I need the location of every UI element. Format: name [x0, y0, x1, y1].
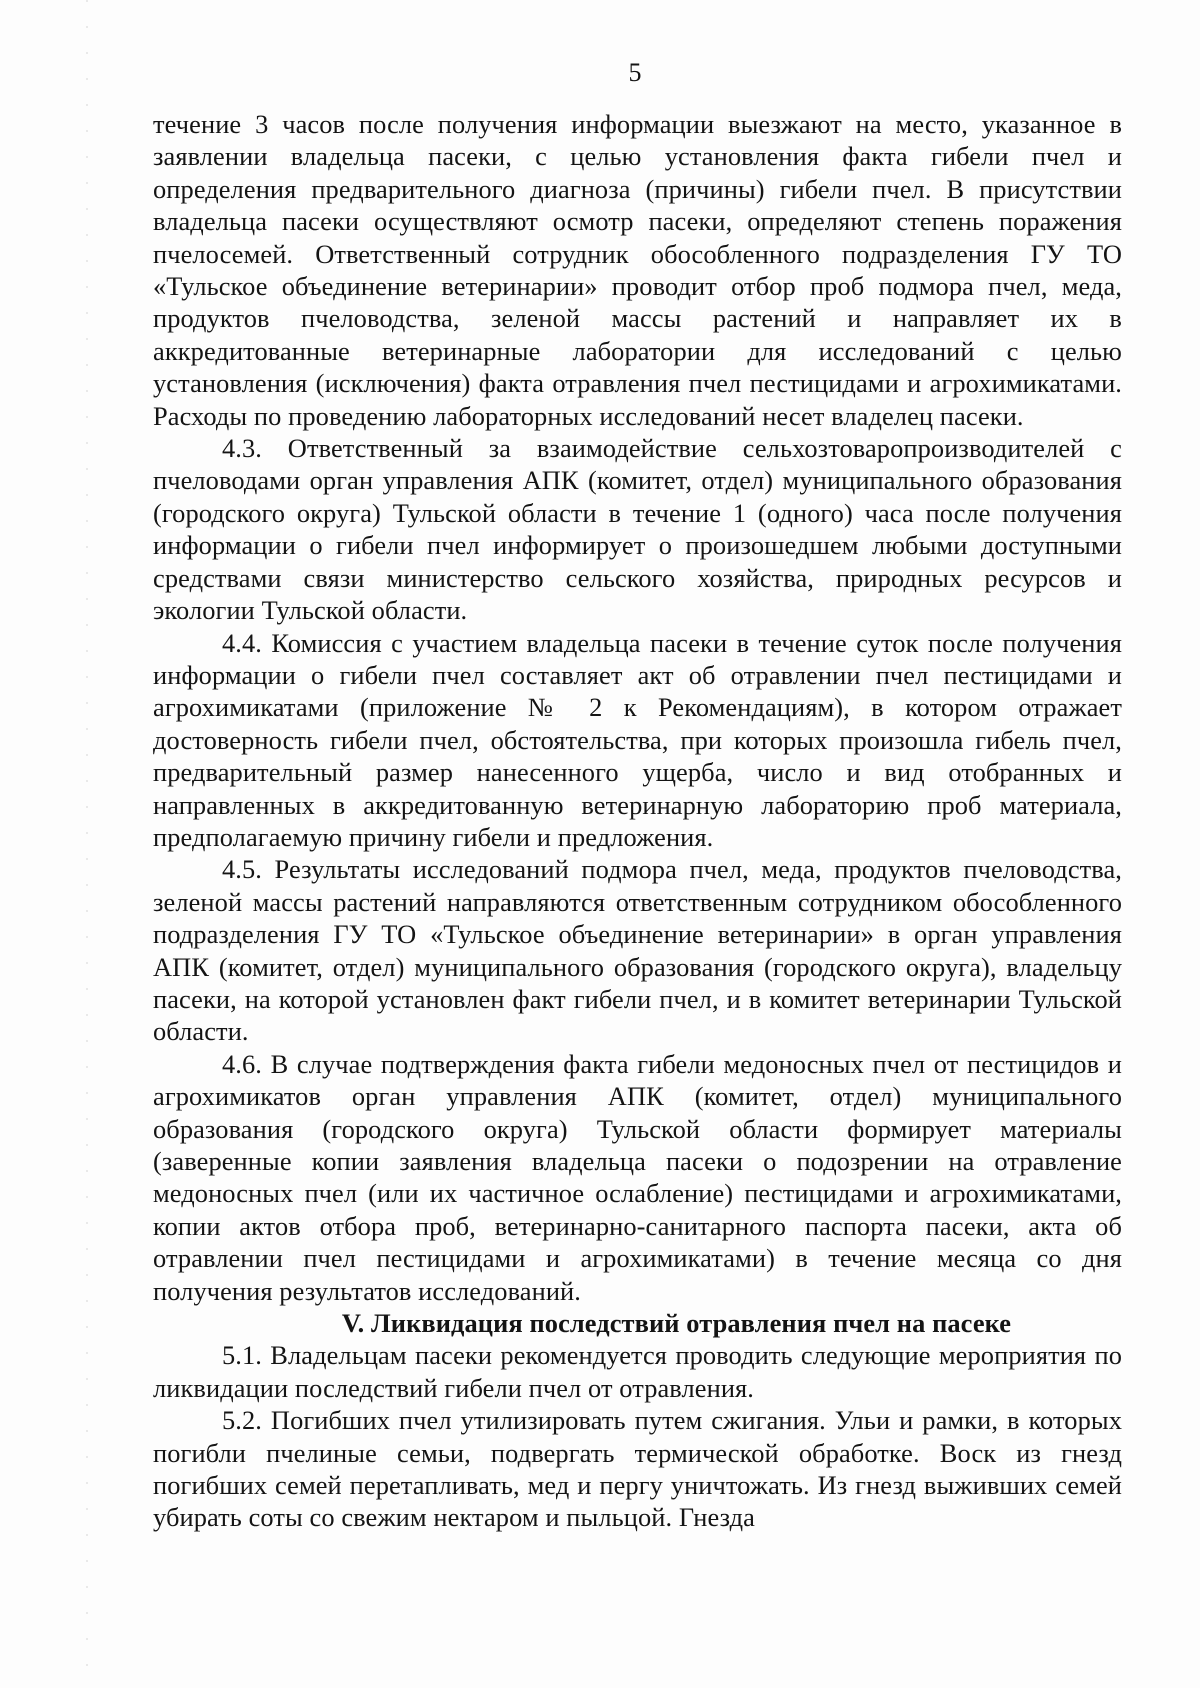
scan-margin-marks — [86, 0, 88, 1688]
paragraph-4-3: 4.3. Ответственный за взаимодействие сельхозтоваропроизводителей с пчеловодами орган управления АПК (комитет, отдел) муниципального образования (городского округа) Тульской области в течение 1 (одного) часа после получения информации о гибели пчел информирует о произошедшем любыми доступными средствами связи министерство сельского хозяйства, природных ресурсов и экологии Тульской области. — [153, 433, 1122, 626]
paragraph-4-6: 4.6. В случае подтверждения факта гибели медоносных пчел от пестицидов и агрохимикатов орган управления АПК (комитет, отдел) муниципального образования (городского округа) Тульской области формирует материалы (заверенные копии заявления владельца пасеки о подозрении на отравление медоносных пчел (или их частичное ослабление) пестицидами и агрохимикатами, копии актов отбора проб, ветеринарно-санитарного паспорта пасеки, акта об отравлении пчел пестицидами и агрохимикатами) в течение месяца со дня получения результатов исследований. — [153, 1048, 1122, 1306]
page-number: 5 — [628, 58, 642, 87]
paragraph-continuation: течение 3 часов после получения информации выезжают на место, указанное в заявлении владельца пасеки, с целью установления факта гибели пчел и определения предварительного диагноза (причины) гибели пчел. В присутствии владельца пасеки осуществляют осмотр пасеки, определяют степень поражения пчелосемей. Ответственный сотрудник обособленного подразделения ГУ ТО «Тульское объединение ветеринарии» проводит отбор проб подмора пчел, меда, продуктов пчеловодства, зеленой массы растений и направляет их в аккредитованные ветеринарные лаборатории для исследований с целью установления (исключения) факта отравления пчел пестицидами и агрохимикатами. Расходы по проведению лабораторных исследований несет владелец пасеки. — [153, 109, 1122, 431]
document-body — [153, 108, 1122, 1534]
paragraph-4-5: 4.5. Результаты исследований подмора пчел, меда, продуктов пчеловодства, зеленой массы растений направляются ответственным сотрудником обособленного подразделения ГУ ТО «Тульское объединение ветеринарии» в орган управления АПК (комитет, отдел) муниципального образования (городского округа), владельцу пасеки, на которой установлен факт гибели пчел, и в комитет ветеринарии Тульской области. — [153, 854, 1122, 1047]
paragraph-4-4: 4.4. Комиссия с участием владельца пасеки в течение суток после получения информации о гибели пчел составляет акт об отравлении пчел пестицидами и агрохимикатами (приложение № 2 к Рекомендациям), в котором отражает достоверность гибели пчел, обстоятельства, при которых произошла гибель пчел, предварительный размер нанесенного ущерба, число и вид отобранных и направленных в аккредитованную ветеринарную лабораторию проб материала, предполагаемую причину гибели и предложения. — [153, 627, 1122, 852]
paragraph-5-2: 5.2. Погибших пчел утилизировать путем сжигания. Ульи и рамки, в которых погибли пчелиные семьи, подвергать термической обработке. Воск из гнезд погибших семей перетапливать, мед и пергу уничтожать. Из гнезд выживших семей убирать соты со свежим нектаром и пыльцой. Гнезда — [153, 1405, 1122, 1533]
section-heading: V. Ликвидация последствий отравления пчел на пасеке — [341, 1308, 1012, 1339]
paragraph-5-1: 5.1. Владельцам пасеки рекомендуется проводить следующие мероприятия по ликвидации последствий гибели пчел от отравления. — [153, 1340, 1122, 1403]
